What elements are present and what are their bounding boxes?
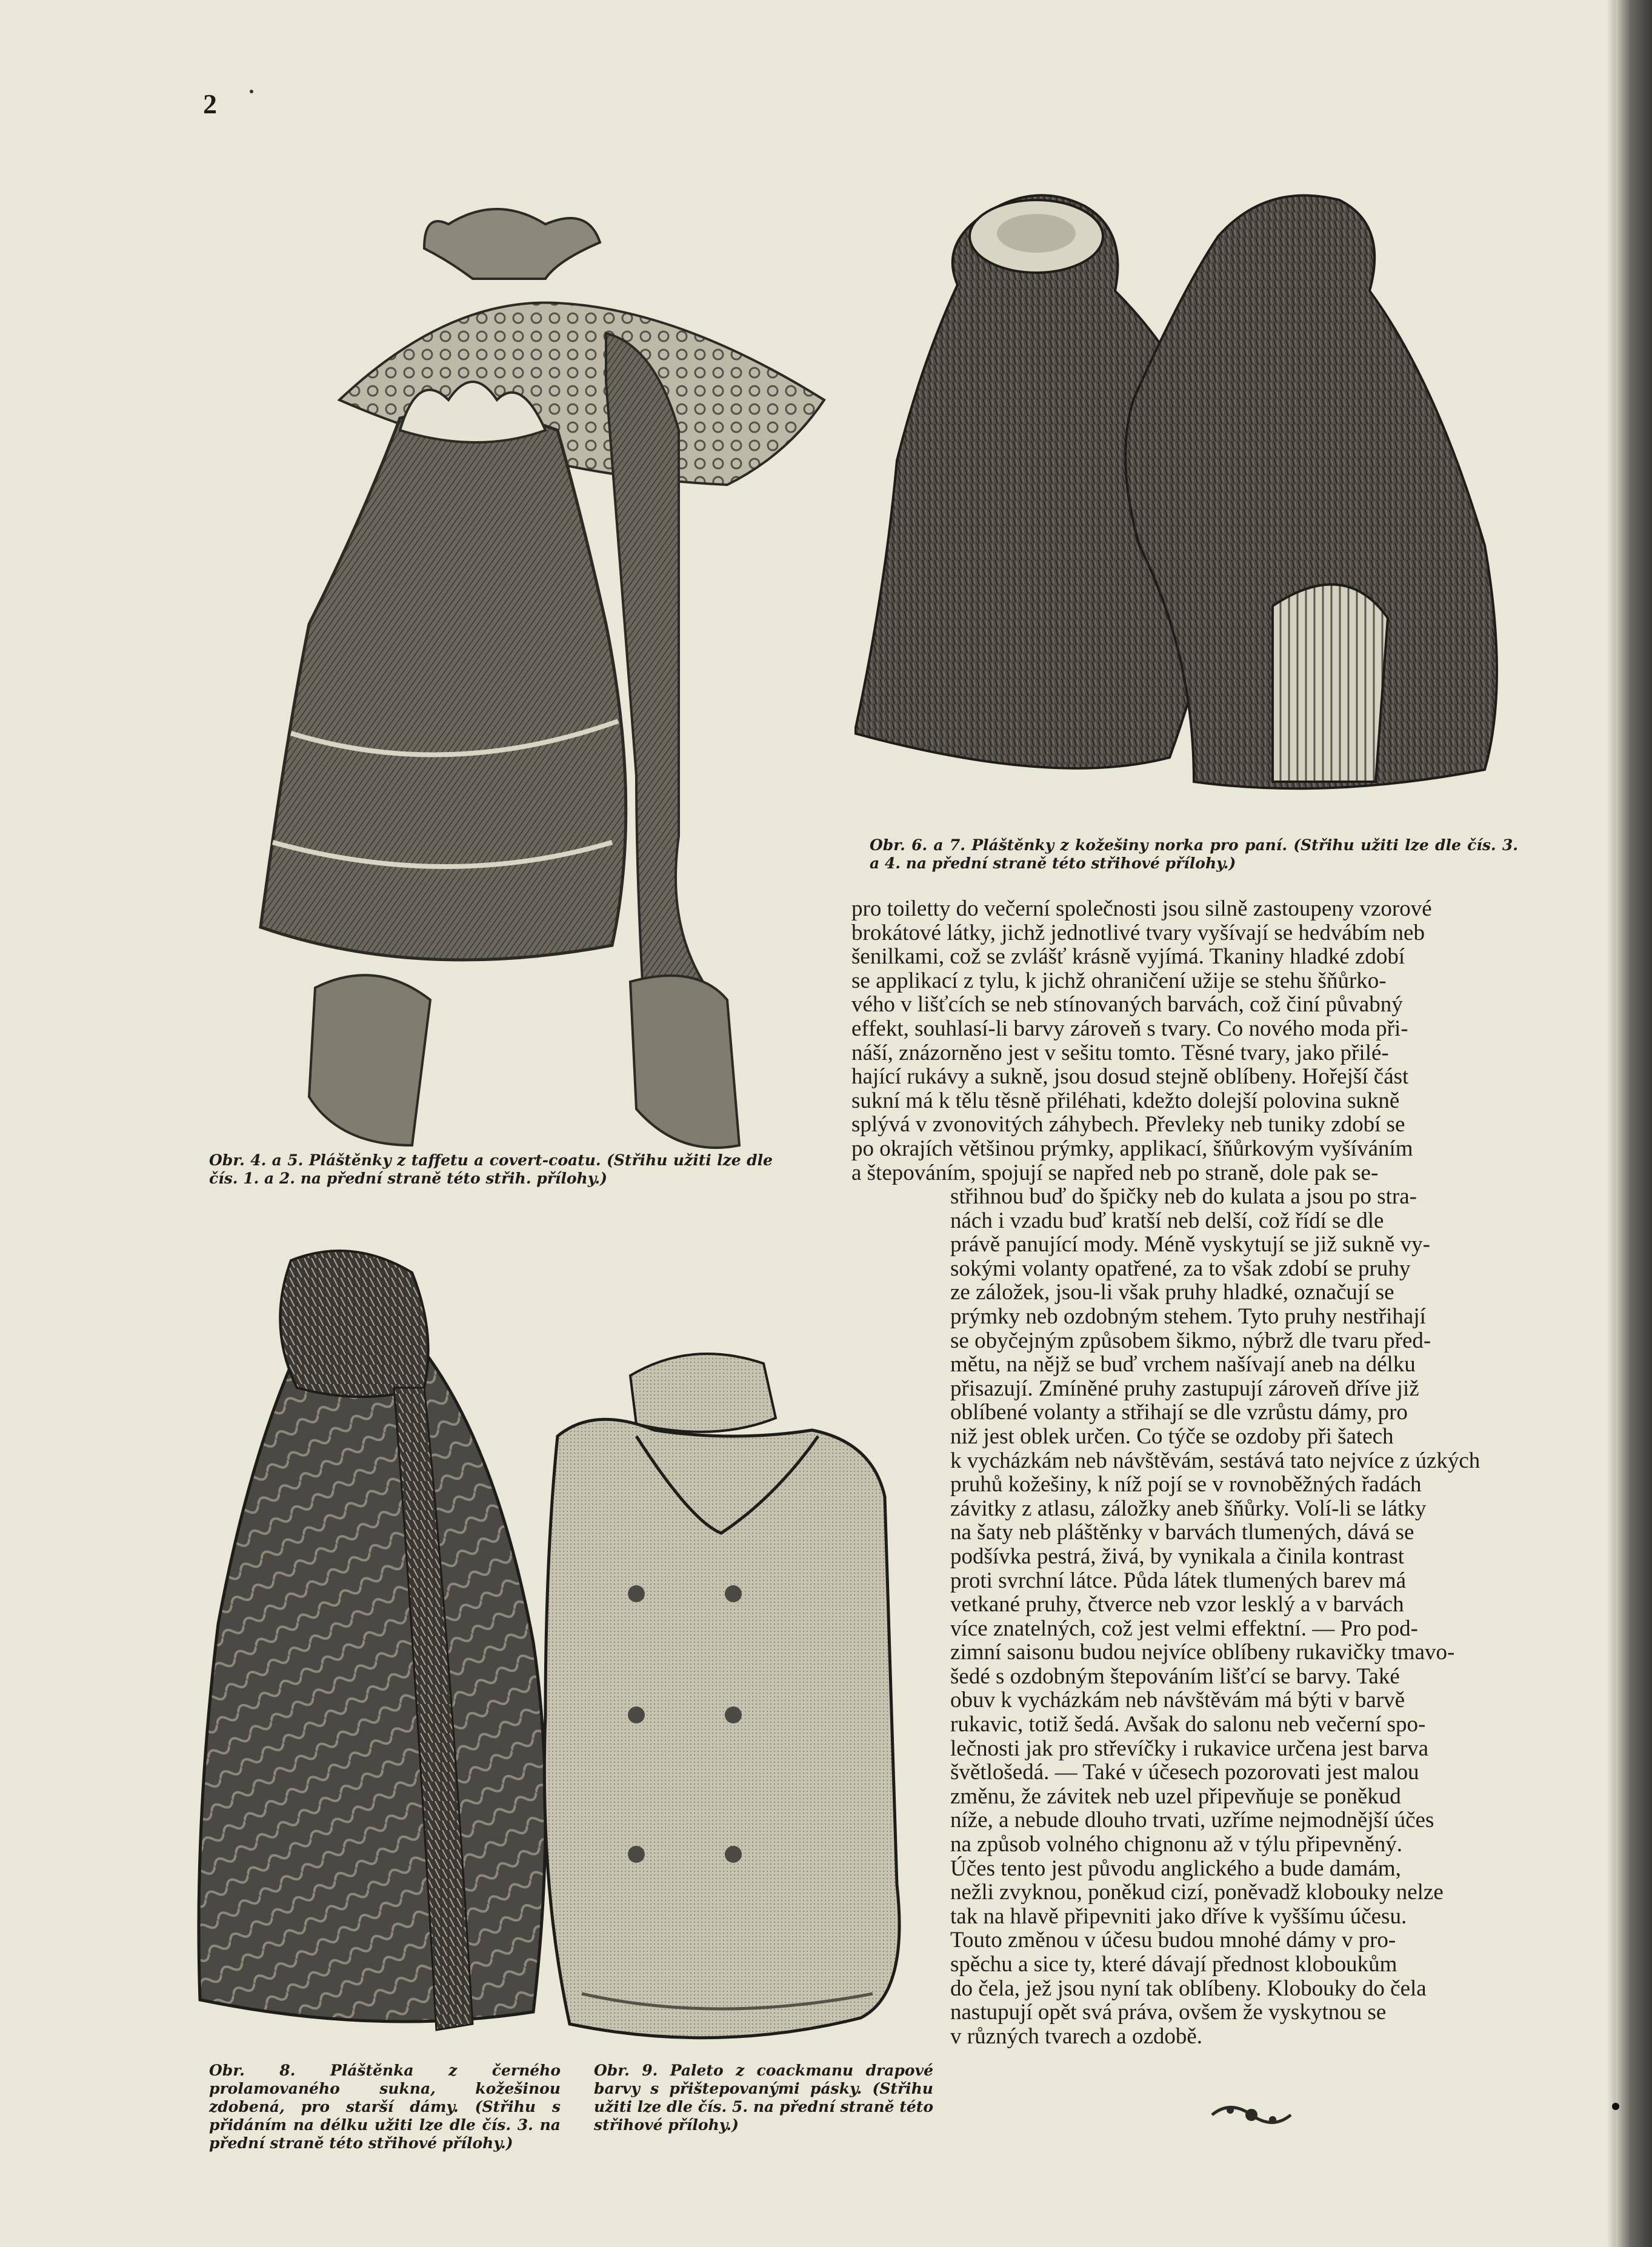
taffeta-capes-icon [218, 200, 848, 1151]
figure-caption-9 [594, 2062, 933, 2134]
article-text-top: pro toiletty do večerní společnosti jsou silně zastoupeny vzorové brokátové látky, jichž jednotlivé tvary vyšívají se hedvábím neb šenilkami, což se zvlášť krásně vyjímá. Tkaniny hladké zdobí se applikací z tylu, k jichž ohraničení užije se stehu šňůrko- vého v lišťcích se neb stínovaných barvách, což činí půvabný effekt, souhlasí-li barvy zároveň s tvary. Co nového moda při- náší, znázorněno jest v sešitu tomto. Těsné tvary, jako přilé- hající rukávy a sukně, jsou dosud stejně oblíbeny. Hořejší část sukní má k tělu těsně přiléhati, kdežto dolejší polovina sukně splývá v zvonovitých záhybech. Převleky neb tuniky zdobí se po okrajích většinou prýmky, applikací, šňůrkovým vyšíváním a štepováním, spojují se napřed neb po straně, dole pak se- [851, 896, 1432, 1185]
mink-fur-capes-icon [854, 170, 1515, 806]
page-edge [1616, 0, 1652, 2247]
figure-caption-4-5 [209, 1151, 773, 1188]
black-cloth-cape-illustration [194, 1248, 588, 2054]
figure-ref: Obr. 6. a 7. [870, 836, 965, 854]
figure-ref: Obr. 9. [594, 2062, 658, 2079]
paletot-coat-icon [533, 1339, 933, 2054]
figure-ref: Obr. 8. [209, 2062, 296, 2079]
figure-caption-8 [209, 2062, 561, 2152]
black-cloth-cape-icon [194, 1248, 588, 2054]
page-gutter-shadow [1607, 0, 1616, 2247]
stray-mark [250, 90, 253, 93]
paletot-coat-illustration [533, 1339, 933, 2054]
mink-fur-capes-illustration [854, 170, 1515, 806]
page-number: 2 [203, 88, 217, 119]
caption-text: Pláštěnky z kožešiny norka pro paní. (Střihu užiti lze dle čís. 3. a 4. na přední straně této střihové přílohy.) [870, 836, 1518, 872]
caption-text: Pláštěnka z černého prolamovaného sukna, kožešinou zdobená, pro starší dámy. (Střihu s přidáním na délku užiti lze dle čís. 3. na přední straně této střihové přílohy.) [209, 2062, 561, 2152]
stray-mark [1612, 2103, 1619, 2110]
figure-ref: Obr. 4. a 5. [209, 1151, 304, 1169]
floral-ornament-icon [1206, 2097, 1297, 2133]
caption-text: Pláštěnky z taffetu a covert-coatu. (Střihu užiti lze dle čís. 1. a 2. na přední straně této střih. přílohy.) [209, 1151, 773, 1187]
caption-text: Paleto z coackmanu drapové barvy s přištepovanými pásky. (Střihu užiti lze dle čís. 5. na přední straně této střihové přílohy.) [594, 2062, 934, 2134]
article-text-bottom: střihnou buď do špičky neb do kulata a jsou po stra- nách i vzadu buď kratší neb delší, což řídí se dle právě panující mody. Méně vyskytují se již sukně vy- sokými volanty opatřené, za to však zdobí se pruhy ze záložek, jsou-li však pruhy hladké, označují se prýmky neb ozdobným stehem. Tyto pruhy nestřihají se obyčejným způsobem šikmo, nýbrž dle tvaru před- mětu, na nějž se buď vrchem našívají aneb na délku přisazují. Zmíněné pruhy zastupují zároveň dříve již oblíbené volanty a střihají se dle vzrůstu dámy, pro niž jest oblek určen. Co týče se ozdoby při šatech k vycházkám neb návštěvám, sestává tato nejvíce z úzkých pruhů kožešiny, k níž pojí se v rovnoběžných řadách závitky z atlasu, záložky aneb šňůrky. Volí-li se látky na šaty neb pláštěnky v barvách tlumených, dává se podšívka pestrá, živá, by vynikala a činila kontrast proti svrchní látce. Půda látek tlumených barev má vetkané pruhy, čtverce neb vzor lesklý a v barvách více znatelných, což jest velmi effektní. — Pro pod- zimní saisonu budou nejvíce oblíbeny rukavičky tmavo- šedé s ozdobným štepováním lišťcí se barvy. Také obuv k vycházkám neb návštěvám má býti v barvě rukavic, totiž šedá. Avšak do salonu neb večerní spo- lečnosti jak pro střevíčky i rukavice určena jest barva švětlošedá. — Také v účesech pozorovati jest malou změnu, že závitek neb uzel připevňuje se poněkud níže, a nebude dlouho trvati, uzříme nejmodnější účes na způsob volného chignonu až v týlu připevněný. Účes tento jest původu anglického a bude damám, nežli zvyknou, poněkud cizí, poněvadž klobouky nelze tak na hlavě připevniti jako dříve k vyššímu účesu. Touto změnou v účesu budou mnohé dámy v pro- spěchu a sice ty, které dávají přednost kloboukům do čela, jež jsou nyní tak oblíbeny. Klobouky do čela nastupují opět svá práva, ovšem že vyskytnou se v různých tvarech a ozdobě. [950, 1184, 1480, 2049]
taffeta-capes-illustration [218, 200, 848, 1151]
figure-caption-6-7 [870, 836, 1518, 873]
